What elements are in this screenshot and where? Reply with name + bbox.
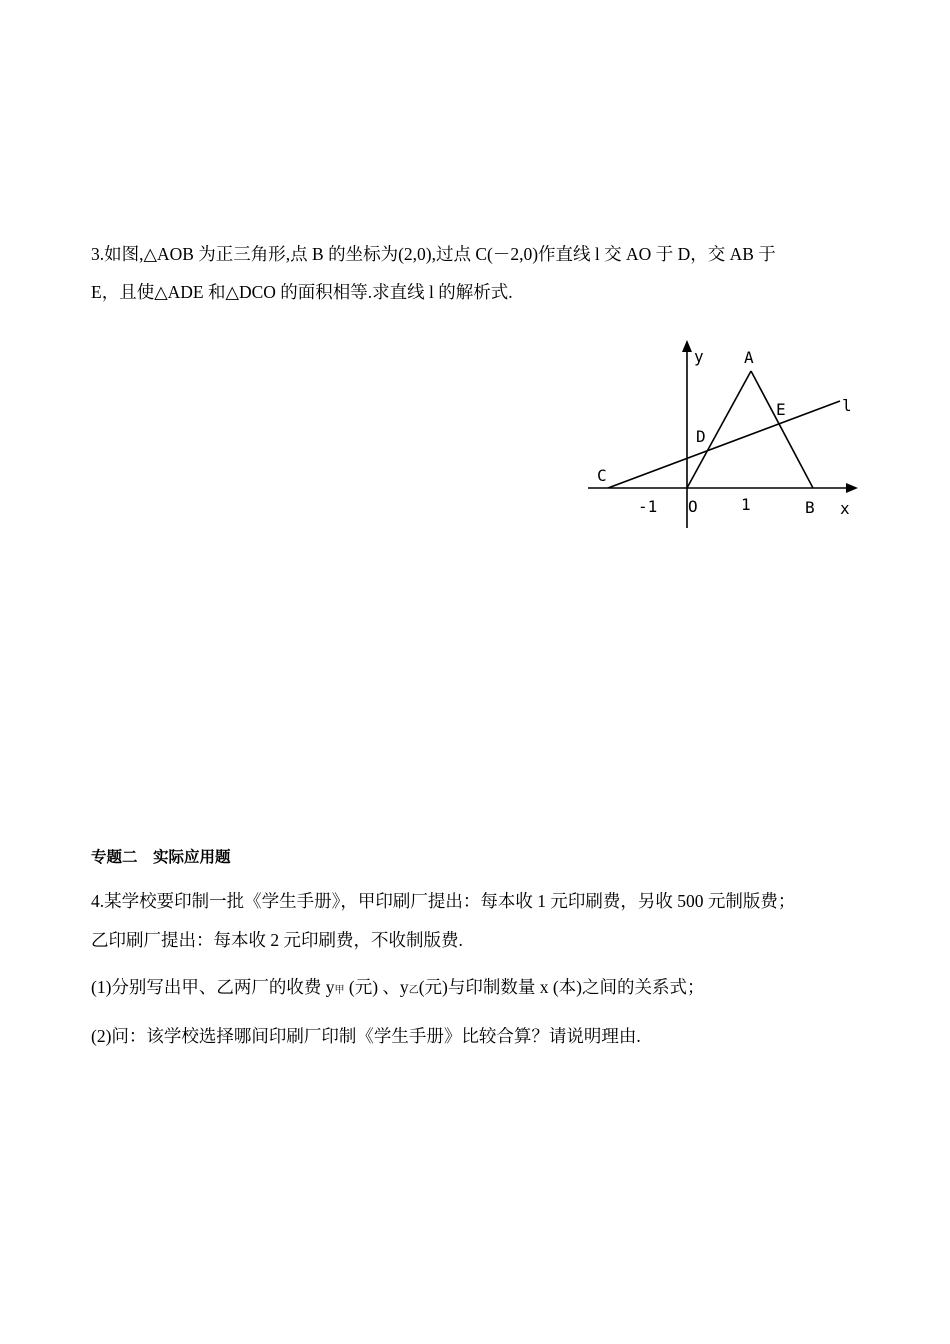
label-B: B bbox=[805, 498, 815, 517]
x-axis-arrow bbox=[846, 483, 858, 493]
q1-text-b: (元) 、y bbox=[344, 977, 409, 997]
q1-subscript-yi: 乙 bbox=[408, 985, 419, 996]
q1-text-c: (元)与印制数量 x (本)之间的关系式； bbox=[418, 977, 705, 997]
q1-subscript-jia: 甲 bbox=[334, 985, 345, 996]
label-E: E bbox=[776, 400, 786, 419]
coordinate-figure bbox=[580, 338, 870, 538]
section-title: 专题二 实际应用题 bbox=[91, 848, 231, 866]
tick-1: 1 bbox=[741, 495, 751, 514]
label-A: A bbox=[744, 348, 754, 367]
label-C: C bbox=[597, 466, 607, 485]
label-O: O bbox=[688, 497, 698, 516]
problem4-question1 bbox=[91, 976, 705, 1002]
label-x: x bbox=[840, 499, 850, 518]
problem4-line2: 乙印刷厂提出：每本收 2 元印刷费，不收制版费. bbox=[91, 930, 463, 950]
problem4-line1: 4.某学校要印制一批《学生手册》，甲印刷厂提出：每本收 1 元印刷费，另收 500 元制版费； bbox=[91, 891, 796, 911]
y-axis-arrow bbox=[682, 340, 692, 352]
problem3-line1: 3.如图,△AOB 为正三角形,点 B 的坐标为(2,0),过点 C(－2,0)作直线 l 交 AO 于 D，交 AB 于 bbox=[91, 244, 776, 264]
problem3-line2: E，且使△ADE 和△DCO 的面积相等.求直线 l 的解析式. bbox=[91, 282, 513, 302]
label-D: D bbox=[696, 427, 706, 446]
segment-AB bbox=[751, 371, 813, 488]
label-l: l bbox=[842, 396, 852, 415]
problem4-question2: (2)问：该学校选择哪间印刷厂印制《学生手册》比较合算？请说明理由. bbox=[91, 1026, 641, 1046]
label-y: y bbox=[694, 347, 704, 366]
q1-text-a: (1)分别写出甲、乙两厂的收费 y bbox=[91, 977, 335, 997]
tick-neg1: -1 bbox=[638, 497, 658, 516]
